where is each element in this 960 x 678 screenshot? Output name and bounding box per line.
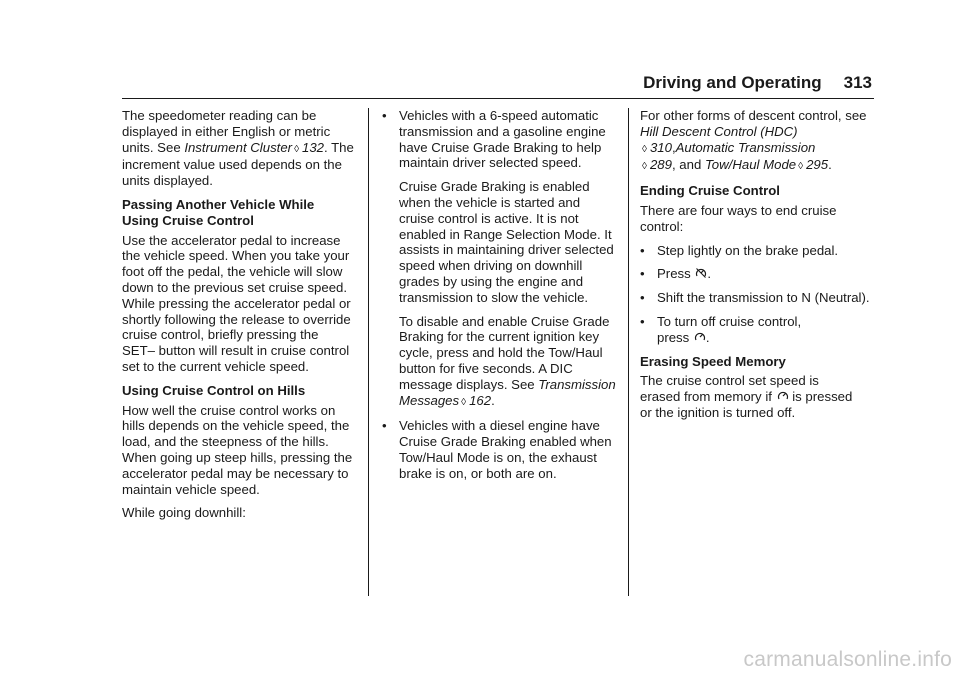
column-middle	[382, 108, 618, 490]
reference-arrow-icon: ◊	[642, 143, 647, 155]
bullet-icon: •	[382, 418, 387, 434]
paragraph: To disable and enable Cruise Grade Braking for the current ignition key cycle, press and hold the Tow/Haul button for five seconds. A DIC message displays. See Transmission Messages ◊ 162.	[399, 313, 616, 408]
subheading: Ending Cruise Control	[640, 183, 780, 199]
page-reference[interactable]: 162	[469, 392, 492, 408]
paragraph: Cruise Grade Braking is enabled when the vehicle is started and cruise control is active. It is not enabled in Range Selection Mode. It assists in maintaining driver selected speed when driving on downhill grades by using the engine and transmission to slow the vehicle.	[399, 179, 614, 305]
list-item: • Shift the transmission to N (Neutral).	[640, 290, 870, 306]
cruise-on-off-icon	[777, 390, 789, 402]
page-header	[618, 70, 872, 96]
reference-arrow-icon: ◊	[461, 396, 467, 408]
bullet-icon: •	[640, 266, 645, 282]
column-right	[640, 108, 872, 429]
cross-reference-link[interactable]: Tow/Haul Mode	[704, 157, 797, 173]
page-reference[interactable]: 310	[649, 139, 672, 155]
column-left	[122, 108, 354, 529]
bullet-icon: •	[640, 313, 645, 329]
column-divider	[368, 108, 369, 596]
bullet-icon: •	[640, 290, 645, 306]
bullet-icon: •	[382, 108, 387, 123]
list-item: • Vehicles with a diesel engine have Cruise Grade Braking enabled when Tow/Haul Mode is on, the exhaust brake is on, or both are on.	[382, 418, 612, 481]
paragraph: There are four ways to end cruise control:	[640, 202, 837, 234]
column-divider	[628, 108, 629, 596]
cross-reference-link[interactable]: Transmission Messages	[399, 376, 616, 408]
header-rule	[122, 98, 874, 99]
watermark: carmanualsonline.info	[743, 648, 952, 671]
bullet-icon: •	[640, 242, 645, 258]
subheading: Passing Another Vehicle While Using Cruise Control	[122, 196, 315, 228]
page-reference[interactable]: 289	[649, 157, 672, 173]
subheading: Using Cruise Control on Hills	[122, 382, 306, 398]
page-reference[interactable]: 295	[806, 157, 829, 173]
list-item: • To turn off cruise control, press .	[640, 313, 802, 345]
subheading: Erasing Speed Memory	[640, 353, 786, 369]
paragraph: For other forms of descent control, see Hill Descent Control (HDC) ◊ 310,Automatic Transmission ◊ 289, and Tow/Haul Mode ◊ 295.	[640, 108, 867, 173]
list-item: • Vehicles with a 6-speed automatic transmission and a gasoline engine have Cruise Grade Braking to help maintain driver selected speed.	[382, 108, 606, 171]
cross-reference-link[interactable]: Hill Descent Control (HDC)	[640, 123, 798, 139]
paragraph: While going downhill:	[122, 505, 246, 521]
section-title: Driving and Operating	[643, 73, 822, 92]
page-number: 313	[843, 73, 872, 92]
paragraph: The cruise control set speed is erased from memory if is pressed or the ignition is turned off.	[640, 373, 853, 420]
page-reference[interactable]: 132	[302, 139, 325, 155]
cruise-cancel-icon	[695, 267, 707, 279]
reference-arrow-icon: ◊	[294, 143, 300, 155]
reference-arrow-icon: ◊	[642, 161, 647, 173]
cross-reference-link[interactable]: Instrument Cluster	[184, 139, 293, 155]
cross-reference-link[interactable]: Automatic Transmission	[675, 139, 816, 155]
paragraph: How well the cruise control works on hills depends on the vehicle speed, the load, and the steepness of the hills. When going up steep hills, pressing the accelerator pedal may be necessary to maintain vehicle speed.	[122, 402, 353, 497]
list-item: • Press .	[640, 266, 712, 282]
paragraph: The speedometer reading can be displayed in either English or metric units. See Instrument Cluster ◊ 132. The increment value used depends on the units displayed.	[122, 108, 354, 189]
reference-arrow-icon: ◊	[798, 161, 804, 173]
cruise-on-off-icon	[694, 331, 706, 343]
paragraph: Use the accelerator pedal to increase the vehicle speed. When you take your foot off the pedal, the vehicle will slow down to the previous set cruise speed. While pressing the accelerator pedal or shortly following the release to override cruise control, briefly pressing the SET– button will result in cruise control set to the current vehicle speed.	[122, 232, 351, 374]
list-item: • Step lightly on the brake pedal.	[640, 242, 839, 258]
